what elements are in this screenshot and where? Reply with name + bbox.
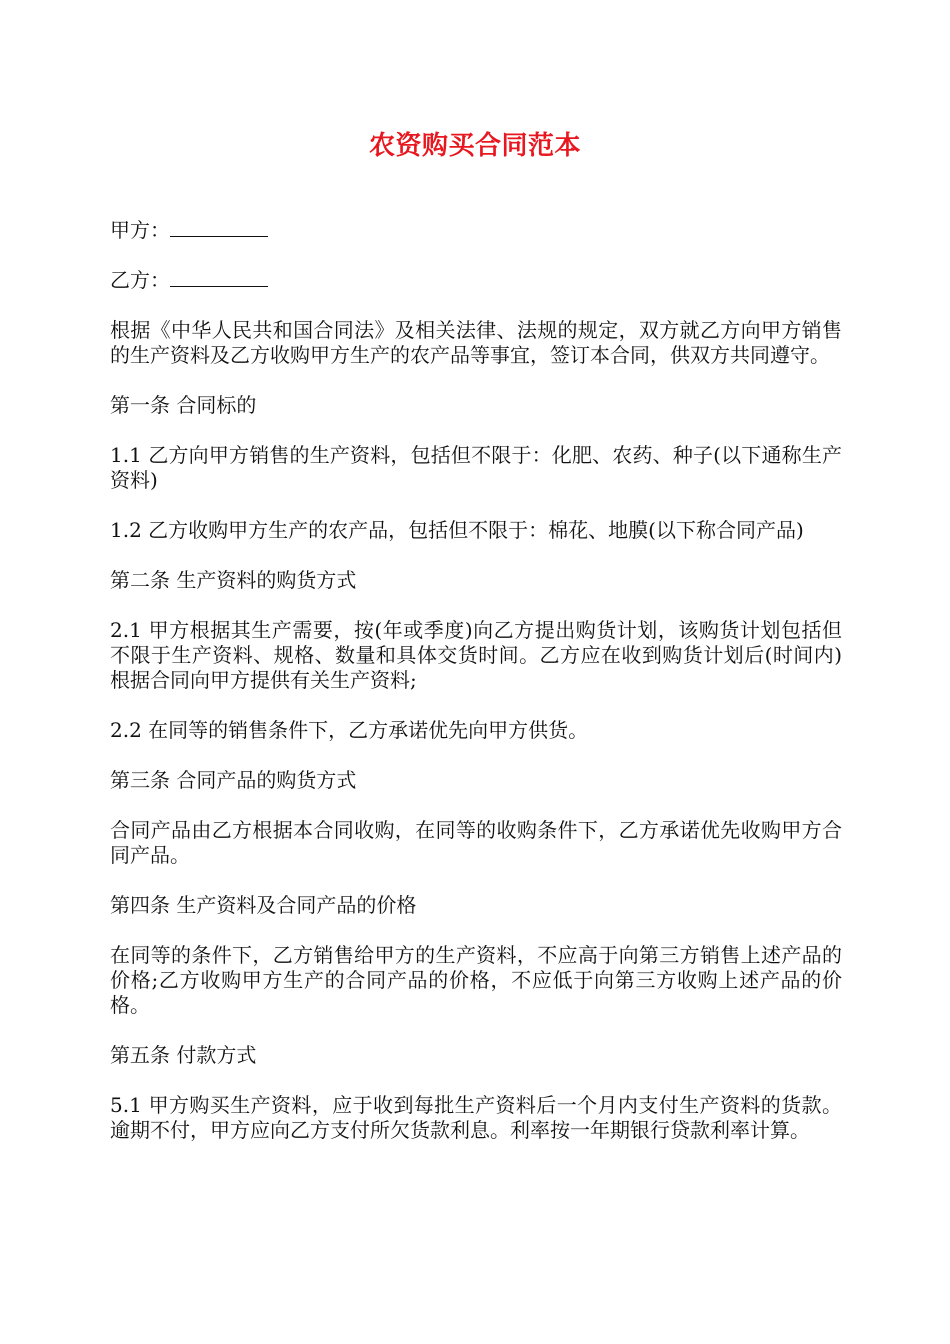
article-4-heading: 第四条 生产资料及合同产品的价格 xyxy=(110,893,417,917)
article-4-body: 在同等的条件下，乙方销售给甲方的生产资料，不应高于向第三方销售上述产品的价格;乙方收购甲方生产的合同产品的价格，不应低于向第三方收购上述产品的价格。 xyxy=(110,943,842,1017)
party-b-line xyxy=(110,268,842,293)
party-a-line xyxy=(110,218,842,243)
document-body xyxy=(110,218,842,1168)
party-a-label: 甲方： xyxy=(110,218,170,242)
party-a-blank xyxy=(170,218,268,237)
article-3-heading: 第三条 合同产品的购货方式 xyxy=(110,768,357,792)
party-b-blank xyxy=(170,268,268,287)
article-3-body: 合同产品由乙方根据本合同收购，在同等的收购条件下，乙方承诺优先收购甲方合同产品。 xyxy=(110,818,842,867)
article-5-heading: 第五条 付款方式 xyxy=(110,1043,257,1067)
clause-2-2: 2.2 在同等的销售条件下，乙方承诺优先向甲方供货。 xyxy=(110,718,589,742)
article-1-heading: 第一条 合同标的 xyxy=(110,393,257,417)
document-title: 农资购买合同范本 xyxy=(368,131,581,161)
clause-1-2: 1.2 乙方收购甲方生产的农产品，包括但不限于：棉花、地膜(以下称合同产品) xyxy=(110,518,804,542)
clause-1-1: 1.1 乙方向甲方销售的生产资料，包括但不限于：化肥、农药、种子(以下通称生产资料) xyxy=(110,443,842,492)
party-b-label: 乙方： xyxy=(110,268,170,292)
article-2-heading: 第二条 生产资料的购货方式 xyxy=(110,568,357,592)
clause-5-1: 5.1 甲方购买生产资料，应于收到每批生产资料后一个月内支付生产资料的货款。逾期不付，甲方应向乙方支付所欠货款利息。利率按一年期银行贷款利率计算。 xyxy=(110,1093,842,1142)
clause-2-1: 2.1 甲方根据其生产需要，按(年或季度)向乙方提出购货计划，该购货计划包括但不限于生产资料、规格、数量和具体交货时间。乙方应在收到购货计划后(时间内)根据合同向甲方提供有关生产资料; xyxy=(110,618,842,692)
preamble-paragraph: 根据《中华人民共和国合同法》及相关法律、法规的规定，双方就乙方向甲方销售的生产资料及乙方收购甲方生产的农产品等事宜，签订本合同，供双方共同遵守。 xyxy=(110,318,842,367)
